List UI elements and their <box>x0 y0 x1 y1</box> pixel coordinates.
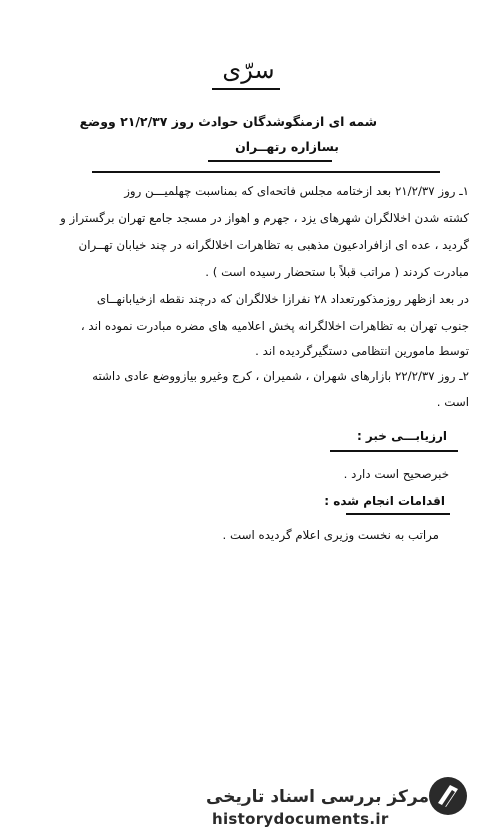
measures-heading: اقدامات انجام شده : <box>324 494 445 508</box>
assessment-heading: ارزیابـــی خبر : <box>356 429 447 443</box>
archive-logo-icon <box>428 776 468 816</box>
measures-underline <box>346 513 450 515</box>
assessment-text: خبرصحیح است دارد . <box>343 467 449 481</box>
assessment-underline <box>330 450 458 452</box>
paragraph-line: مبادرت کردند ( مراتب قبلاً با ستحضار رسیده است ) . <box>205 265 469 279</box>
recipient-ministry: بسازاره رتهــران <box>235 139 339 154</box>
document-title: سرّی <box>222 56 275 84</box>
document-subtitle: شمه ای ازمنگوشدگان حوادث روز ۲۱/۲/۳۷ ووضع <box>79 114 377 129</box>
header-divider <box>92 171 440 173</box>
paragraph-line: گردید ، عده ای ازافرادعیون مذهبی به تظاهرات اخلالگرانه در چند خیابان تهــران <box>78 238 469 252</box>
paragraph-line: ۱ـ روز ۲۱/۲/۳۷ بعد ازختامه مجلس فاتحه‌ای که بمناسبت چهلمیـــن روز <box>124 184 469 198</box>
title-underline <box>212 88 280 90</box>
paragraph-line: جنوب تهران به تظاهرات اخلالگرانه پخش اعلامیه های مضره مبادرت نموده اند ، <box>80 319 469 333</box>
paragraph-line: توسط مامورین انتظامی دستگیرگردیده اند . <box>255 344 469 358</box>
paragraph-line: در بعد ازظهر روزمذکورتعداد ۲۸ نفرازا خلالگران که درچند نقطه ازخیابانهــای <box>96 292 469 306</box>
watermark-org-name: مرکز بررسی اسناد تاریخی <box>206 787 429 807</box>
paragraph-line: کشته شدن اخلالگران شهرهای یزد ، جهرم و اهواز در مسجد جامع تهران برگستراز و <box>60 211 469 225</box>
watermark-url: historydocuments.ir <box>212 810 389 828</box>
measures-text: مراتب به نخست وزیری اعلام گردیده است . <box>222 528 439 542</box>
ministry-underline <box>208 160 332 162</box>
paragraph-line: ۲ـ روز ۲۲/۲/۳۷ بازارهای شهران ، شمیران ، کرج وغیرو بیازووضع عادی داشته <box>92 369 469 383</box>
paragraph-line: است . <box>436 395 469 409</box>
